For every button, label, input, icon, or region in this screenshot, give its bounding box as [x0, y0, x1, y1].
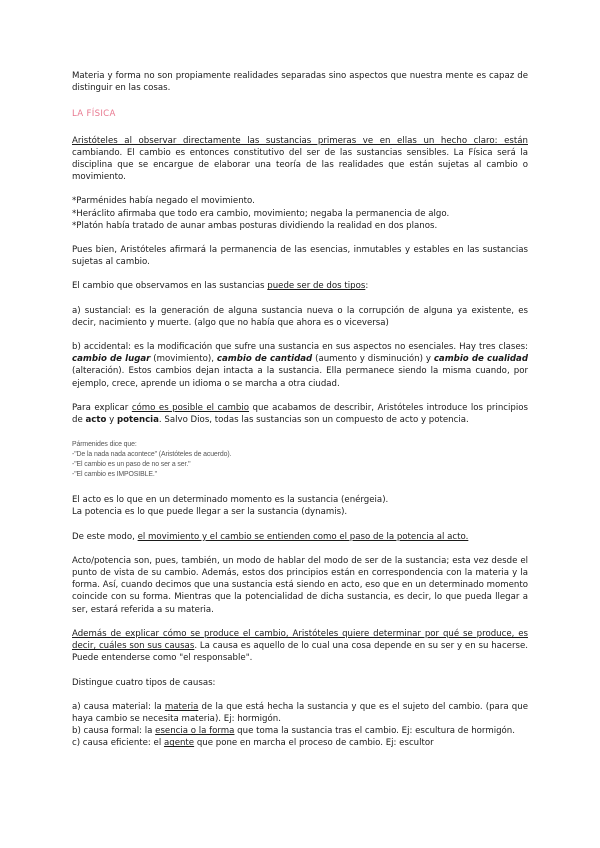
paragraph-text: (aumento y disminución) y — [312, 354, 434, 365]
paragraph-text: que toma la sustancia tras el cambio. Ej: escultura de hormigón. — [234, 726, 515, 737]
note-line: -"El cambio es IMPOSIBLE." — [72, 471, 158, 479]
paragraph-text: que acabamos de describir, Aristóteles introduce los principios de — [72, 402, 528, 426]
underlined-text: agente — [163, 738, 195, 749]
bold-text: potencia — [116, 415, 159, 426]
paragraph-change-types — [72, 280, 528, 292]
note-line: Pármenides dice que: — [72, 441, 137, 449]
bullet-platon: *Platón había tratado de aunar ambas posturas dividiendo la realidad en dos planos. — [72, 220, 438, 231]
paragraph-text: . La causa es aquello de lo cual una cosa depende en su ser y en su hacerse. Puede entenderse como "el responsable". — [72, 641, 528, 664]
paragraph-act-potency-intro — [72, 402, 528, 426]
underlined-text: materia — [164, 701, 199, 712]
paragraph-text: a) causa material: la — [72, 701, 165, 712]
paragraph-text: que pone en marcha el proceso de cambio. Ej: escultor — [194, 738, 434, 749]
paragraph-movement-definition — [72, 531, 528, 543]
paragraph-text: El cambio que observamos en las sustancias — [72, 281, 268, 292]
paragraph-four-causes: Distingue cuatro tipos de causas: — [72, 677, 216, 688]
paragraph-text: De este modo, — [72, 531, 138, 542]
cause-formal — [72, 725, 528, 737]
emphasis-text: cambio de cantidad — [216, 354, 313, 365]
cause-material — [72, 701, 528, 725]
underlined-text: esencia o la forma — [155, 726, 235, 737]
paragraph-text: b) causa formal: la — [72, 726, 156, 737]
bullet-parmenides: *Parménides había negado el movimiento. — [72, 196, 255, 207]
paragraph-text: Para explicar — [72, 402, 132, 413]
note-line: -"El cambio es un paso de no ser a ser." — [72, 461, 191, 469]
underlined-text: cómo es posible el cambio — [131, 402, 250, 413]
paragraph-text: c) causa eficiente: el — [72, 738, 164, 749]
paragraph-substantial-change: a) sustancial: es la generación de alguna sustancia nueva o la corrupción de alguna ya existente, es decir, nacimiento y muerte. (algo que no había que ahora es o viceversa) — [72, 305, 528, 328]
paragraph-text: (alteración). Estos cambios dejan intacta a la sustancia. Ella permanece siendo la misma cuando, por ejemplo, crece, aprende un idioma o se marcha a otra ciudad. — [72, 366, 528, 389]
intro-paragraph: Materia y forma no son propiamente realidades separadas sino aspectos que nuestra mente es capaz de distinguir en las cosas. — [72, 71, 528, 94]
paragraph-text: . Salvo Dios, todas las sustancias son un compuesto de acto y potencia. — [158, 415, 469, 426]
emphasis-text: cambio de cualidad — [433, 354, 528, 365]
paragraph-text: : — [365, 281, 369, 292]
paragraph-text: de la que está hecha la sustancia y que es el sujeto del cambio. (para que haya cambio se necesita materia). Ej: hormigón. — [72, 701, 528, 724]
note-line: -"De la nada nada acontece" (Aristóteles de acuerdo). — [72, 451, 232, 459]
emphasis-text: cambio de lugar — [72, 354, 151, 365]
handwritten-note — [72, 440, 528, 480]
paragraph-text: b) accidental: es la modificación que sufre una sustancia en sus aspectos no esenciales. Hay tres clases: — [72, 342, 528, 353]
document-page — [72, 70, 528, 750]
paragraph-causes-intro — [72, 628, 528, 665]
paragraph-act-definition: El acto es lo que en un determinado momento es la sustancia (enérgeia). — [72, 495, 389, 506]
underlined-text: el movimiento y el cambio se entienden como el paso de la potencia al acto. — [137, 531, 469, 542]
paragraph-act-potency-matter-form: Acto/potencia son, pues, también, un modo de hablar del modo de ser de la sustancia; esta vez desde el punto de vista de su cambio. Además, estos dos principios están en correspondencia con la materia y la forma. Así, cuando decimos que una sustancia está siendo en acto, eso que en un determinado momento coincide con su forma. Mientras que la potencialidad de dicha sustancia, es decir, lo que pueda llegar a ser, estará referida a su materia. — [72, 555, 528, 615]
paragraph-essences: Pues bien, Aristóteles afirmará la permanencia de las esencias, inmutables y estables en las sustancias sujetas al cambio. — [72, 245, 528, 268]
cause-efficient — [72, 737, 528, 749]
paragraph-change-observation — [72, 135, 528, 184]
bold-text: acto — [85, 415, 107, 426]
section-title: LA FÍSICA — [72, 109, 116, 120]
underlined-text: puede ser de dos tipos — [267, 281, 366, 292]
paragraph-text: y — [106, 415, 117, 426]
paragraph-potency-definition: La potencia es lo que puede llegar a ser la sustancia (dynamis). — [72, 507, 348, 518]
paragraph-text: cambiando. El cambio es entonces constitutivo del ser de las sustancias sensibles. La Física será la disciplina que se encargue de elaborar una teoría de las realidades que están sujetas al cambio o movimiento. — [72, 147, 528, 183]
paragraph-text: (movimiento), — [150, 354, 217, 365]
underlined-text: Aristóteles al observar directamente las sustancias primeras ve en ellas un hecho claro: están — [72, 135, 528, 146]
bullet-heraclito: *Heráclito afirmaba que todo era cambio, movimiento; negaba la permanencia de algo. — [72, 208, 450, 219]
paragraph-accidental-change — [72, 341, 528, 390]
underlined-text: Además de explicar cómo se produce el cambio, Aristóteles quiere determinar por qué se produce, es decir, cuáles son sus causas — [72, 628, 528, 652]
